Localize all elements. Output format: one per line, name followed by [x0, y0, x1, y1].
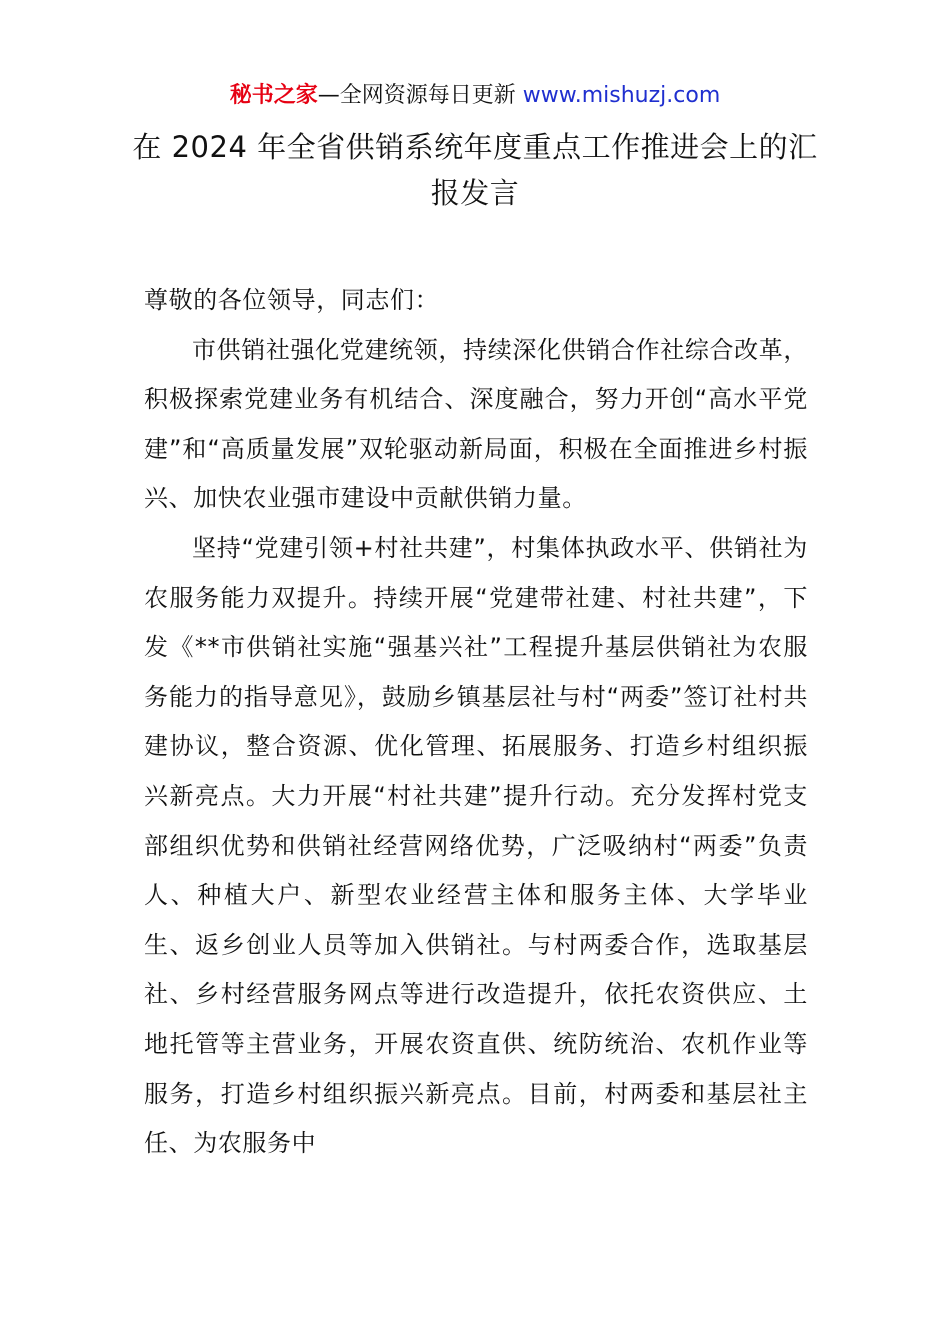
site-brand: 秘书之家 — [229, 83, 318, 108]
paragraph: 坚持“党建引领+村社共建”，村集体执政水平、供销社为农服务能力双提升。持续开展“党建带社建、村社共建”，下发《**市供销社实施“强基兴社”工程提升基层供销社为农服务能力的指导意见》，鼓励乡镇基层社与村“两委”签订社村共建协议，整合资源、优化管理、拓展服务、打造乡村组织振兴新亮点。大力开展“村社共建”提升行动。充分发挥村党支部组织优势和供销社经营网络优势，广泛吸纳村“两委”负责人、种植大户、新型农业经营主体和服务主体、大学毕业生、返乡创业人员等加入供销社。与村两委合作，选取基层社、乡村经营服务网点等进行改造提升，依托农资供应、土地托管等主营业务，开展农资直供、统防统治、农机作业等服务，打造乡村组织振兴新亮点。目前，村两委和基层社主任、为农服务中 — [144, 533, 808, 1158]
paragraph: 市供销社强化党建统领，持续深化供销合作社综合改革，积极探索党建业务有机结合、深度融合，努力开创“高水平党建”和“高质量发展”双轮驱动新局面，积极在全面推进乡村振兴、加快农业强市建设中贡献供销力量。 — [144, 335, 808, 513]
document-body — [144, 276, 808, 1169]
site-header — [0, 78, 950, 114]
site-url[interactable]: www.mishuzj.com — [522, 83, 721, 108]
document-title: 在 2024 年全省供销系统年度重点工作推进会上的汇报发言 — [132, 130, 818, 210]
site-tagline: —全网资源每日更新 — [317, 83, 523, 108]
salutation: 尊敬的各位领导，同志们： — [144, 286, 440, 314]
